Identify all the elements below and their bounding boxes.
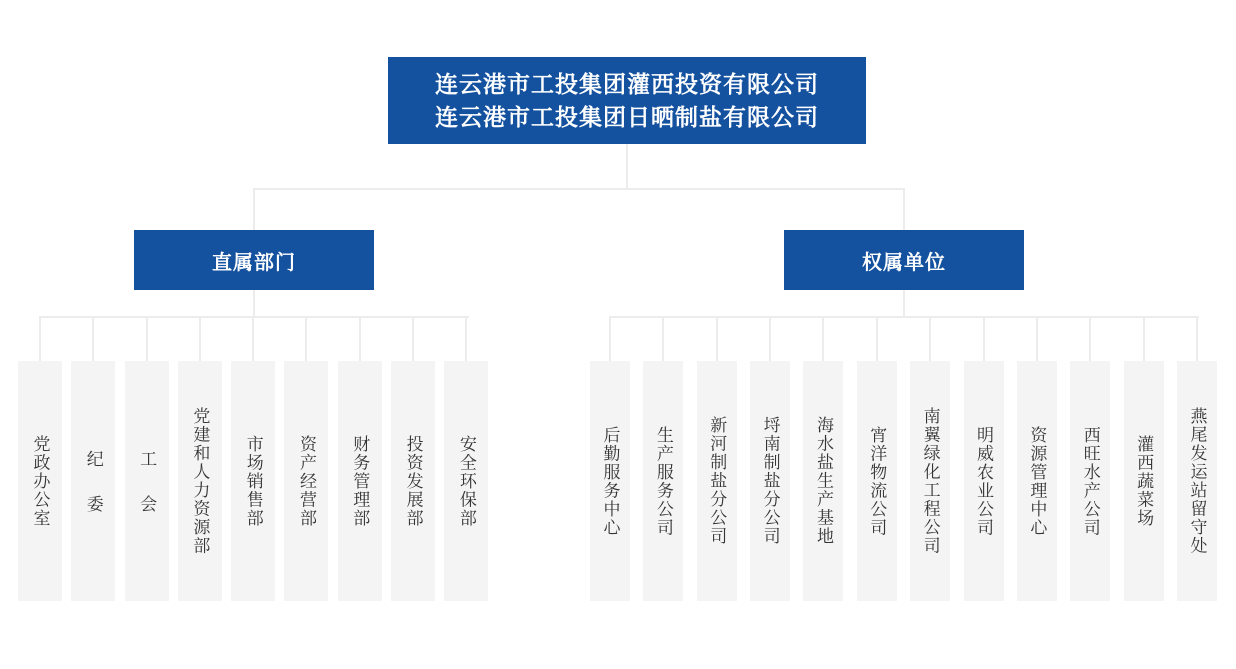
unit-label: 海水盐生产基地: [813, 416, 833, 546]
connector-root-drop: [626, 144, 628, 190]
unit-label: 西旺水产公司: [1080, 425, 1100, 537]
department-box: [231, 361, 275, 601]
category-subordinate-units: [784, 230, 1024, 290]
root-company-name-line1: 连云港市工投集团灌西投资有限公司: [435, 70, 819, 97]
subordinate-units-list: [590, 361, 1217, 601]
unit-label: 宵洋物流公司: [867, 425, 887, 537]
department-box: [125, 361, 169, 601]
department-box: [284, 361, 328, 601]
unit-label: 南翼绿化工程公司: [920, 407, 940, 555]
connector-right-category-drop: [903, 188, 905, 231]
unit-box: [1124, 361, 1164, 601]
direct-departments-list: [18, 361, 488, 601]
department-box: [391, 361, 435, 601]
department-box: [18, 361, 62, 601]
department-box: [338, 361, 382, 601]
unit-label: 生产服务公司: [653, 425, 673, 537]
unit-box: [964, 361, 1004, 601]
department-label: 纪委: [83, 450, 103, 540]
unit-box: [857, 361, 897, 601]
unit-box: [1017, 361, 1057, 601]
department-label: 安全环保部: [456, 434, 476, 528]
unit-label: 明威农业公司: [974, 425, 994, 537]
unit-box: [803, 361, 843, 601]
unit-box: [1070, 361, 1110, 601]
connector-top-horizontal: [253, 188, 905, 190]
root-company-box: [388, 57, 866, 144]
unit-label: 资源管理中心: [1027, 425, 1047, 537]
department-label: 资产经营部: [296, 434, 316, 528]
unit-label: 燕尾发运站留守处: [1187, 407, 1207, 555]
connector-right-stub: [903, 290, 905, 318]
department-label: 财务管理部: [350, 434, 370, 528]
department-box: [71, 361, 115, 601]
department-label: 党政办公室: [30, 434, 50, 528]
department-box: [178, 361, 222, 601]
category-direct-departments-label: 直属部门: [212, 251, 296, 274]
unit-label: 灌西蔬菜场: [1134, 434, 1154, 528]
department-label: 市场销售部: [243, 434, 263, 528]
category-direct-departments: [134, 230, 374, 290]
unit-box: [697, 361, 737, 601]
department-box: [444, 361, 488, 601]
connector-right-distribution: [609, 316, 1199, 318]
unit-label: 后勤服务中心: [600, 425, 620, 537]
unit-box: [590, 361, 630, 601]
unit-box: [1177, 361, 1217, 601]
root-company-name-line2: 连云港市工投集团日晒制盐有限公司: [435, 103, 819, 130]
department-label: 投资发展部: [403, 434, 423, 528]
unit-label: 新河制盐分公司: [707, 416, 727, 546]
connector-left-category-drop: [253, 188, 255, 231]
connector-left-stub: [253, 290, 255, 318]
department-label: 工会: [137, 450, 157, 540]
category-subordinate-units-label: 权属单位: [862, 251, 946, 274]
department-label: 党建和人力资源部: [190, 407, 210, 555]
unit-box: [643, 361, 683, 601]
unit-box: [910, 361, 950, 601]
unit-box: [750, 361, 790, 601]
unit-label: 埒南制盐分公司: [760, 416, 780, 546]
